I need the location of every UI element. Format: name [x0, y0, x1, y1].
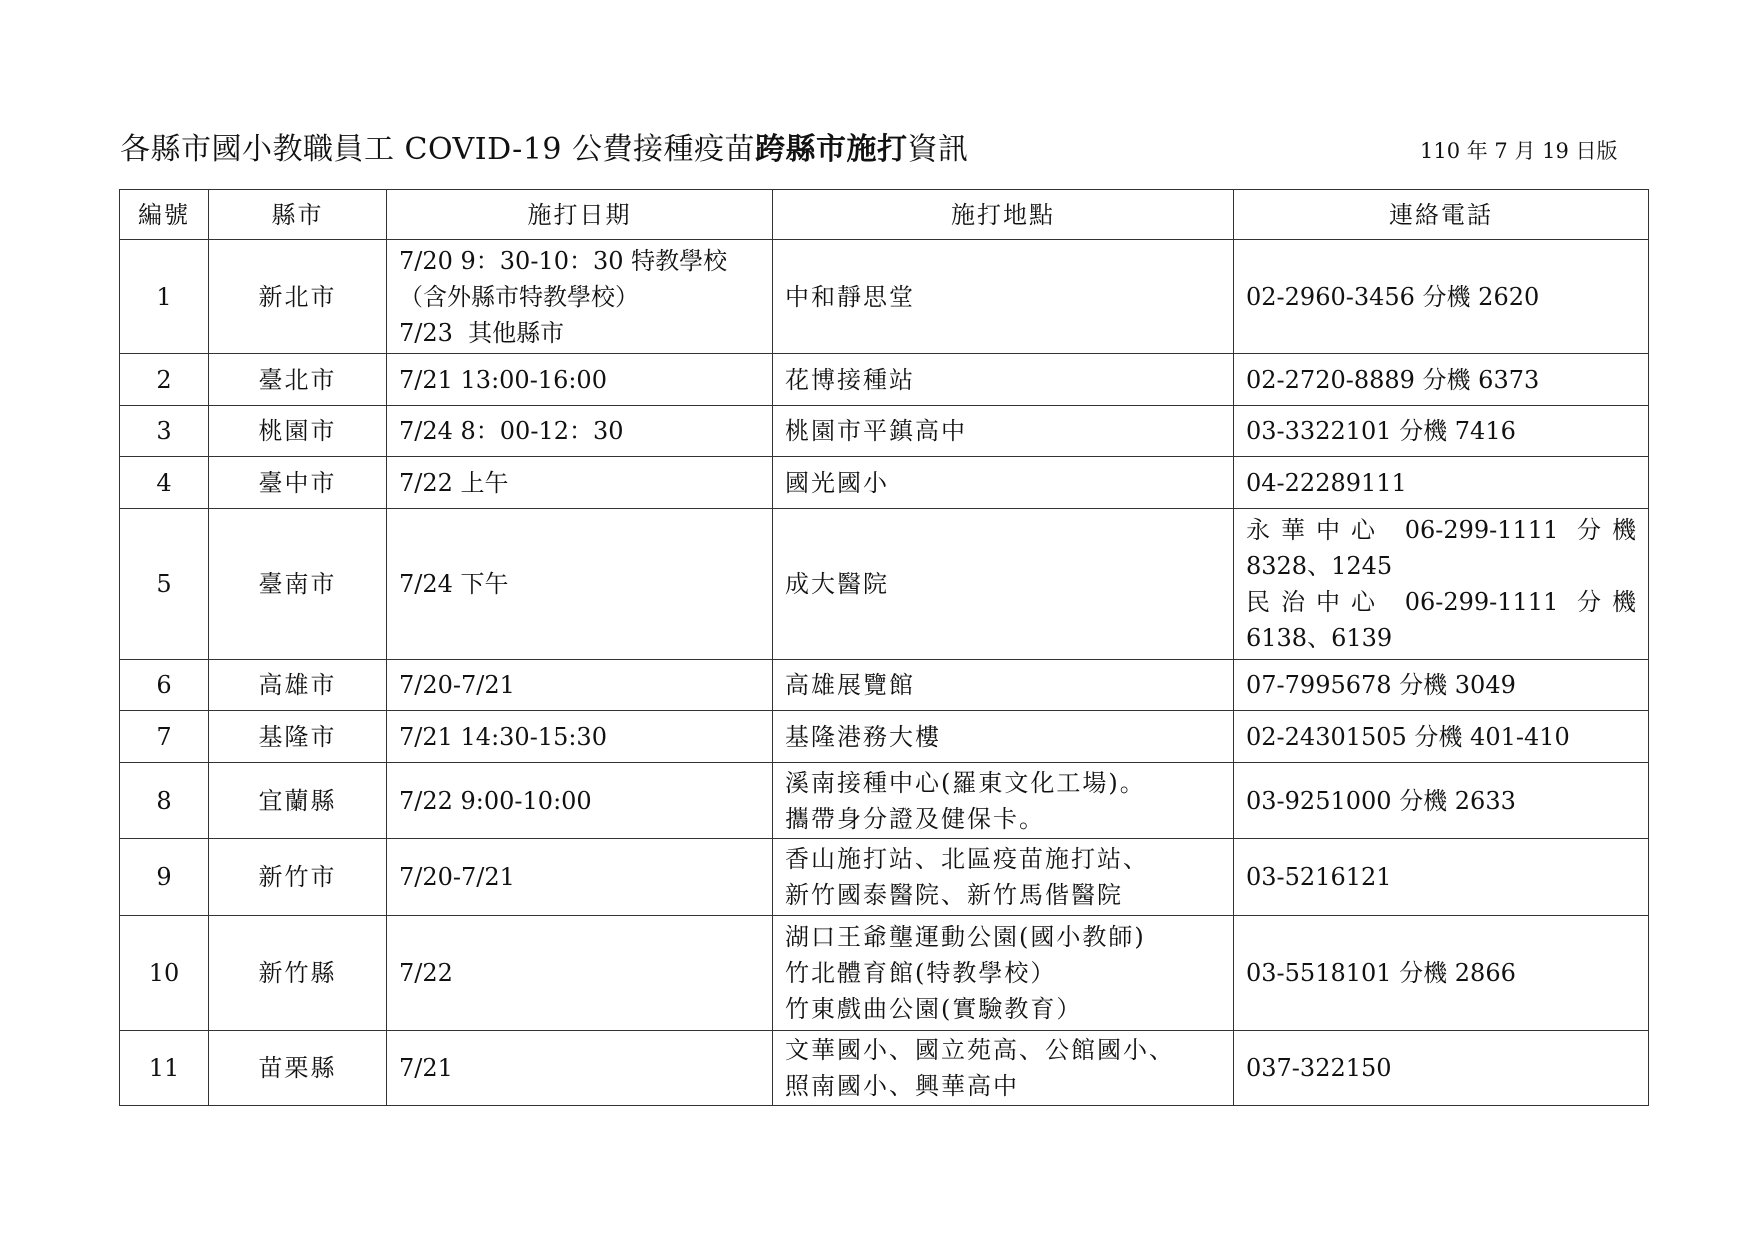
cell-number-line: 11 — [148, 1054, 180, 1082]
cell-phone — [1234, 509, 1649, 660]
cell-location — [773, 240, 1234, 354]
cell-phone-line: 02-2720-8889 分機 6373 — [1246, 365, 1540, 394]
cell-location-line: 文華國小、國立苑高、公館國小、 — [785, 1036, 1175, 1064]
cell-date — [387, 457, 773, 509]
table-row — [120, 763, 1649, 839]
cell-date-line: 7/21 13:00-16:00 — [399, 365, 607, 394]
cell-city — [209, 406, 387, 457]
cell-city — [209, 916, 387, 1031]
cell-date-line: 7/24 下午 — [399, 570, 509, 598]
cell-location-line: 照南國小、興華高中 — [785, 1072, 1019, 1100]
cell-phone — [1234, 354, 1649, 406]
title-prefix: 各縣市國小教職員工 COVID-19 公費接種疫苗 — [120, 132, 756, 167]
table-row — [120, 406, 1649, 457]
cell-phone-line: 03-5216121 — [1246, 863, 1392, 891]
cell-phone-line: 03-5518101 分機 2866 — [1246, 959, 1516, 987]
cell-number-line: 2 — [156, 365, 172, 394]
cell-number — [120, 1031, 209, 1106]
cell-phone-line: 04-22289111 — [1246, 468, 1407, 497]
cell-date-line: 7/21 — [399, 1054, 453, 1082]
cell-number-line: 9 — [156, 863, 172, 891]
cell-date-line: 7/21 14:30-15:30 — [399, 722, 607, 751]
cell-date-line: 7/24 8：00-12：30 — [399, 417, 624, 445]
cell-phone — [1234, 240, 1649, 354]
cell-date-line: 7/20 9：30-10：30 特教學校 — [399, 246, 728, 275]
cell-date — [387, 916, 773, 1031]
cell-city-line: 高雄市 — [258, 671, 337, 699]
cell-date-line: 7/20-7/21 — [399, 671, 515, 699]
cell-date — [387, 660, 773, 711]
cell-location-line: 竹北體育館(特教學校） — [785, 959, 1057, 987]
title-bold: 跨縣市施打 — [755, 132, 908, 167]
cell-date-line: 7/23 其他縣市 — [399, 318, 565, 347]
cell-phone — [1234, 406, 1649, 457]
cell-date — [387, 763, 773, 839]
header-row — [120, 190, 1649, 240]
cell-phone-line: 民治中心 06-299-1111 分機 — [1246, 588, 1636, 616]
cell-number — [120, 457, 209, 509]
cell-location-line: 香山施打站、北區疫苗施打站、 — [785, 845, 1149, 873]
cell-location — [773, 916, 1234, 1031]
table-row — [120, 354, 1649, 406]
cell-phone-line: 07-7995678 分機 3049 — [1246, 671, 1516, 699]
cell-city-line: 新竹縣 — [258, 959, 337, 987]
cell-phone — [1234, 839, 1649, 916]
cell-location-line: 攜帶身分證及健保卡。 — [785, 804, 1045, 833]
cell-date — [387, 1031, 773, 1106]
cell-location-line: 桃園市平鎮高中 — [785, 417, 967, 445]
header-location: 施打地點 — [773, 190, 1234, 240]
cell-number-line: 10 — [148, 959, 180, 987]
cell-location-line: 中和靜思堂 — [785, 282, 915, 311]
cell-date — [387, 406, 773, 457]
cell-location-line: 成大醫院 — [785, 570, 889, 598]
cell-location-line: 高雄展覽館 — [785, 671, 915, 699]
cell-location — [773, 354, 1234, 406]
cell-phone-line: 永華中心 06-299-1111 分機 — [1246, 516, 1636, 544]
cell-number — [120, 354, 209, 406]
cell-city-line: 苗栗縣 — [258, 1054, 337, 1082]
cell-date-line: 7/22 9:00-10:00 — [399, 786, 592, 815]
cell-date — [387, 711, 773, 763]
cell-location — [773, 839, 1234, 916]
cell-city — [209, 1031, 387, 1106]
cell-number-line: 4 — [156, 468, 172, 497]
title-suffix: 資訊 — [907, 132, 969, 167]
cell-phone-line: 03-9251000 分機 2633 — [1246, 786, 1516, 815]
cell-number — [120, 509, 209, 660]
header-city: 縣市 — [209, 190, 387, 240]
cell-number-line: 1 — [156, 282, 172, 311]
vaccination-table — [119, 189, 1649, 1106]
table-header — [120, 190, 1649, 240]
cell-city-line: 新北市 — [258, 282, 337, 311]
cell-date-line: 7/22 上午 — [399, 468, 509, 497]
cell-location-line: 湖口王爺壟運動公園(國小教師) — [785, 923, 1146, 951]
cell-phone — [1234, 916, 1649, 1031]
cell-city — [209, 240, 387, 354]
cell-location — [773, 660, 1234, 711]
cell-city-line: 基隆市 — [258, 722, 337, 751]
cell-location — [773, 406, 1234, 457]
cell-number-line: 7 — [156, 722, 172, 751]
header-date: 施打日期 — [387, 190, 773, 240]
cell-date — [387, 240, 773, 354]
cell-phone-line: 6138、6139 — [1246, 624, 1393, 652]
cell-location-line: 基隆港務大樓 — [785, 722, 941, 751]
cell-number — [120, 916, 209, 1031]
cell-number-line: 5 — [156, 570, 172, 598]
cell-location-line: 國光國小 — [785, 468, 889, 497]
cell-city — [209, 711, 387, 763]
cell-city — [209, 660, 387, 711]
page-title — [120, 130, 969, 170]
cell-phone — [1234, 660, 1649, 711]
cell-number — [120, 660, 209, 711]
cell-date — [387, 354, 773, 406]
cell-phone-line: 02-24301505 分機 401-410 — [1246, 722, 1570, 751]
cell-city-line: 宜蘭縣 — [258, 786, 337, 815]
cell-number-line: 3 — [156, 417, 172, 445]
cell-city — [209, 509, 387, 660]
table-row — [120, 711, 1649, 763]
cell-date — [387, 509, 773, 660]
cell-city-line: 新竹市 — [258, 863, 337, 891]
cell-location-line: 花博接種站 — [785, 365, 915, 394]
cell-city — [209, 839, 387, 916]
cell-city — [209, 457, 387, 509]
table-row — [120, 839, 1649, 916]
cell-phone-line: 8328、1245 — [1246, 552, 1393, 580]
cell-number — [120, 711, 209, 763]
cell-number-line: 8 — [156, 786, 172, 815]
cell-number — [120, 763, 209, 839]
cell-city-line: 臺南市 — [258, 570, 337, 598]
cell-location-line: 溪南接種中心(羅東文化工場)。 — [785, 768, 1146, 797]
cell-location-line: 新竹國泰醫院、新竹馬偕醫院 — [785, 881, 1123, 909]
cell-date — [387, 839, 773, 916]
cell-number — [120, 240, 209, 354]
cell-location — [773, 509, 1234, 660]
cell-phone — [1234, 763, 1649, 839]
cell-city-line: 臺中市 — [258, 468, 337, 497]
table-row — [120, 660, 1649, 711]
cell-date-line: 7/20-7/21 — [399, 863, 515, 891]
cell-city — [209, 763, 387, 839]
cell-number-line: 6 — [156, 671, 172, 699]
cell-phone — [1234, 1031, 1649, 1106]
version-date: 110 年 7 月 19 日版 — [1420, 139, 1618, 163]
cell-number — [120, 406, 209, 457]
cell-location — [773, 711, 1234, 763]
cell-location — [773, 1031, 1234, 1106]
cell-phone-line: 02-2960-3456 分機 2620 — [1246, 282, 1540, 311]
cell-location — [773, 457, 1234, 509]
cell-city-line: 臺北市 — [258, 365, 337, 394]
table-row — [120, 916, 1649, 1031]
table-row — [120, 457, 1649, 509]
cell-location-line: 竹東戲曲公園(實驗教育） — [785, 995, 1083, 1023]
cell-phone-line: 03-3322101 分機 7416 — [1246, 417, 1516, 445]
header-phone: 連絡電話 — [1234, 190, 1649, 240]
cell-city — [209, 354, 387, 406]
cell-location — [773, 763, 1234, 839]
cell-city-line: 桃園市 — [258, 417, 337, 445]
cell-date-line: 7/22 — [399, 959, 453, 987]
table-body — [120, 240, 1649, 1106]
table-row — [120, 240, 1649, 354]
cell-phone-line: 037-322150 — [1246, 1054, 1392, 1082]
table-row — [120, 1031, 1649, 1106]
table-row — [120, 509, 1649, 660]
cell-phone — [1234, 457, 1649, 509]
cell-date-line: （含外縣市特教學校） — [399, 282, 639, 311]
cell-number — [120, 839, 209, 916]
header-number: 編號 — [120, 190, 209, 240]
cell-phone — [1234, 711, 1649, 763]
